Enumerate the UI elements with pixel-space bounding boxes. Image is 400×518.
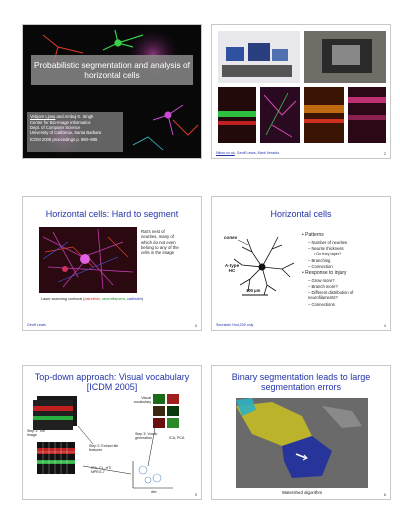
page-number: 5 bbox=[194, 492, 197, 497]
author-rest: and Ambuj K. Singh bbox=[55, 114, 94, 119]
authors bbox=[30, 114, 93, 119]
slide-credit: Geoff Lewis bbox=[27, 323, 46, 327]
slide-4 bbox=[211, 196, 391, 331]
sub-branch: – Branch more? bbox=[308, 284, 338, 289]
slide-1 bbox=[22, 24, 202, 159]
label-step-3: Step 3: Vocab generation bbox=[135, 432, 158, 441]
caption-blue: calbindin bbox=[126, 297, 142, 301]
image-caption: Watershed algorithm bbox=[281, 490, 323, 495]
page-number: 3 bbox=[194, 323, 197, 328]
slide-title: Top-down approach: Visual vocabulary [ICDM 2005] bbox=[34, 372, 190, 392]
sub-neurite-thickness: – Neurite thickness bbox=[308, 246, 344, 251]
side-text: Rat's nest of neurites, many of which do not even belong to any of the cells in the image bbox=[141, 229, 179, 256]
label-step-1: Step 1: Tile image bbox=[27, 429, 45, 438]
sub-branching: – Branching bbox=[308, 258, 331, 263]
slide-title: Binary segmentation leads to large segmentation errors bbox=[231, 372, 371, 392]
affiliation-2: Dept. of Computer Science bbox=[30, 125, 81, 130]
slide-credit: Seurstein Hod,200 only bbox=[216, 323, 254, 327]
venue: ICDM 2006 proceedings p. 980–985 bbox=[30, 137, 98, 142]
image-caption bbox=[41, 297, 143, 302]
page-number: 2 bbox=[383, 151, 386, 156]
caption-sep-1: , bbox=[99, 297, 102, 301]
slide-3 bbox=[22, 196, 202, 331]
sub-distribution: – Different distribution of neurofilaments? bbox=[308, 290, 354, 300]
caption-prefix: Laser-scanning confocal ( bbox=[41, 297, 85, 301]
bullet-patterns: • Patterns bbox=[302, 232, 324, 238]
label-features: ICA, CL, HTI MPEG-7 bbox=[91, 466, 112, 475]
author-link[interactable]: Vebjorn Ljosa bbox=[30, 114, 56, 119]
credit-rest: , Geoff Lewis, Mark Verardo bbox=[234, 151, 280, 155]
sub-number-neurites: – Number of neurites bbox=[308, 240, 348, 245]
sub-connection: – Connection bbox=[308, 264, 333, 269]
caption-sep-2: , bbox=[124, 297, 127, 301]
page-number: 6 bbox=[383, 492, 386, 497]
slide-title: Probabilistic segmentation and analysis of horizontal cells bbox=[34, 60, 190, 80]
confocal-image bbox=[23, 197, 202, 331]
slide-title: Horizontal cells bbox=[270, 209, 332, 219]
slide-2 bbox=[211, 24, 391, 159]
affiliation-1: Center for Bio-Image Informatics bbox=[30, 120, 91, 125]
caption-green: neurofilament bbox=[101, 297, 125, 301]
label-atype-hc: A-type HC bbox=[224, 263, 240, 273]
bullet-response: • Response to injury bbox=[302, 270, 347, 276]
slide-title: Horizontal cells: Hard to segment bbox=[45, 209, 179, 219]
slide-5 bbox=[22, 365, 202, 500]
sub-connections: – Connections bbox=[308, 302, 335, 307]
label-step-2: Step 2: Extract tile features bbox=[89, 444, 119, 453]
sub-grow: – Grow more? bbox=[308, 278, 335, 283]
scale-bar-label: 100 µm bbox=[246, 288, 261, 293]
label-cones: cones bbox=[224, 235, 238, 240]
credit-link[interactable]: Nikon.co.uk bbox=[216, 151, 235, 155]
affiliation-3: University of California, Santa Barbara bbox=[30, 130, 102, 135]
caption-suffix: ) bbox=[141, 297, 144, 301]
microscope-photos bbox=[212, 25, 391, 159]
page-number: 4 bbox=[383, 323, 386, 328]
subsub-taper: • Do they taper? bbox=[314, 252, 342, 256]
photo-credits bbox=[216, 151, 279, 155]
slide-6 bbox=[211, 365, 391, 500]
watershed-image bbox=[212, 366, 391, 500]
caption-red: calretinin bbox=[84, 297, 100, 301]
label-ica-pca: ICA, PCA bbox=[169, 436, 185, 440]
label-dim: dim bbox=[151, 490, 157, 494]
label-visual-vocabulary: Visual vocabulary bbox=[133, 396, 151, 405]
